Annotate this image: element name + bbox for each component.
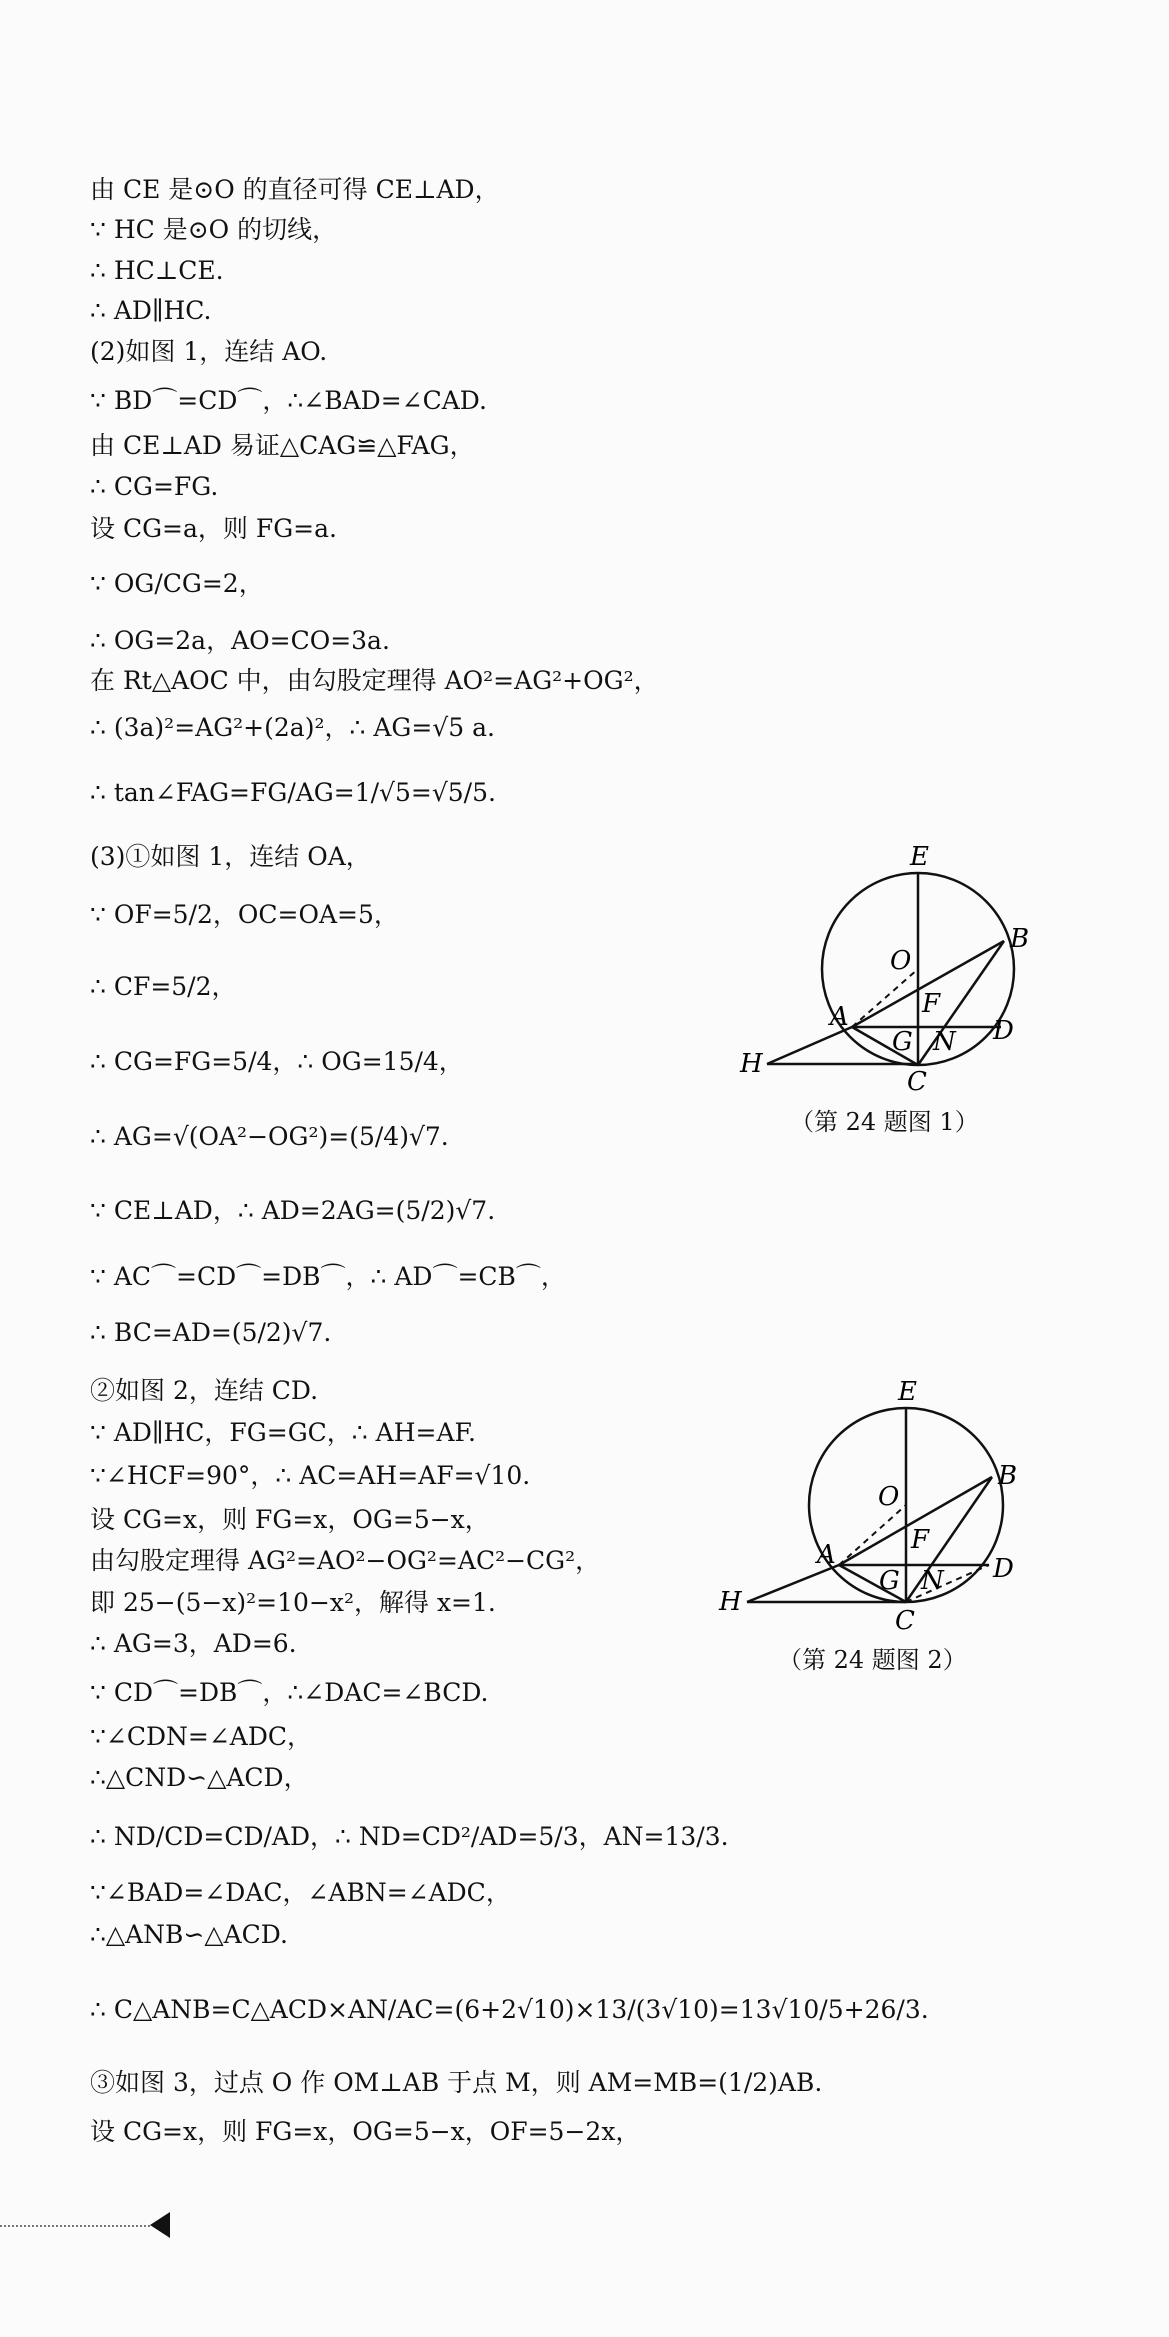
- point-label: D: [993, 1016, 1014, 1046]
- point-label: C: [907, 1067, 927, 1095]
- solution-line: ∴ OG=2a，AO=CO=3a.: [90, 626, 390, 655]
- point-label: O: [890, 946, 912, 976]
- point-label: B: [1010, 924, 1030, 954]
- figure-1-caption: （第 24 题图 1）: [790, 1108, 979, 1136]
- solution-line: ∴ HC⊥CE.: [90, 256, 224, 285]
- geometry-figure-2: [715, 1372, 1035, 1632]
- solution-line: ∴ C△ANB=C△ACD×AN/AC=(6+2√10)×13/(3√10)=13√10/5+26/3.: [90, 1995, 929, 2024]
- point-label: C: [895, 1606, 915, 1632]
- solution-line: ∵ OG/CG=2，: [90, 569, 264, 598]
- solution-line: ∴ AG=3，AD=6.: [90, 1629, 297, 1658]
- solution-line: ∵∠HCF=90°，∴ AC=AH=AF=√10.: [90, 1461, 531, 1490]
- point-label: F: [922, 989, 941, 1019]
- solution-line: ∵∠CDN=∠ADC，: [90, 1722, 313, 1751]
- point-label: N: [933, 1027, 956, 1057]
- solution-line: ∵ OF=5/2，OC=OA=5，: [90, 900, 399, 929]
- solution-line: ∵ HC 是⊙O 的切线，: [90, 215, 338, 244]
- solution-line: 设 CG=x，则 FG=x，OG=5−x，OF=5−2x，: [90, 2117, 641, 2146]
- solution-line: ∴△CND∽△ACD，: [90, 1763, 309, 1792]
- geometry-figure-1: [730, 835, 1050, 1095]
- solution-line: 设 CG=x，则 FG=x，OG=5−x，: [90, 1505, 490, 1534]
- solution-line: ∵ CD⌒=DB⌒，∴∠DAC=∠BCD.: [90, 1678, 489, 1707]
- solution-line: ∵ BD⌒=CD⌒，∴∠BAD=∠CAD.: [90, 386, 487, 415]
- page-footer-dotted-rule: [0, 2225, 150, 2227]
- solution-line: ∴ CG=FG=5/4，∴ OG=15/4，: [90, 1047, 464, 1076]
- solution-line: ∵ AD∥HC，FG=GC，∴ AH=AF.: [90, 1418, 476, 1447]
- solution-line: (2)如图 1，连结 AO.: [90, 337, 328, 366]
- page-turn-arrow-icon: [150, 2212, 170, 2238]
- solution-line: ∴ ND/CD=CD/AD，∴ ND=CD²/AD=5/3，AN=13/3.: [90, 1822, 729, 1851]
- solution-line: 由 CE⊥AD 易证△CAG≌△FAG，: [90, 431, 475, 460]
- point-label: G: [892, 1027, 913, 1057]
- point-label: N: [921, 1566, 944, 1596]
- solution-line: ∴ (3a)²=AG²+(2a)²，∴ AG=√5 a.: [90, 713, 495, 742]
- point-label: H: [740, 1049, 763, 1079]
- solution-line: 在 Rt△AOC 中，由勾股定理得 AO²=AG²+OG²，: [90, 666, 659, 695]
- solution-line: ∴ CG=FG.: [90, 472, 219, 501]
- solution-line: ②如图 2，连结 CD.: [90, 1376, 319, 1405]
- solution-line: ③如图 3，过点 O 作 OM⊥AB 于点 M，则 AM=MB=(1/2)AB.: [90, 2068, 823, 2097]
- point-label: B: [998, 1461, 1018, 1491]
- point-label: A: [817, 1540, 836, 1570]
- point-label: E: [898, 1377, 917, 1407]
- solution-line: ∵ AC⌒=CD⌒=DB⌒，∴ AD⌒=CB⌒，: [90, 1262, 566, 1291]
- point-label: O: [878, 1482, 900, 1512]
- solution-line: 即 25−(5−x)²=10−x²，解得 x=1.: [90, 1588, 496, 1617]
- solution-line: ∴ BC=AD=(5/2)√7.: [90, 1318, 332, 1347]
- solution-line: 由勾股定理得 AG²=AO²−OG²=AC²−CG²，: [90, 1546, 601, 1575]
- solution-line: ∴ AD∥HC.: [90, 296, 212, 325]
- point-label: D: [993, 1554, 1014, 1584]
- figure-2-caption: （第 24 题图 2）: [778, 1646, 967, 1674]
- point-label: G: [879, 1566, 900, 1596]
- solution-line: ∴△ANB∽△ACD.: [90, 1920, 288, 1949]
- solution-line: ∵ CE⊥AD，∴ AD=2AG=(5/2)√7.: [90, 1196, 496, 1225]
- solution-line: 由 CE 是⊙O 的直径可得 CE⊥AD，: [90, 175, 500, 204]
- solution-line: ∴ CF=5/2，: [90, 972, 237, 1001]
- point-label: A: [830, 1002, 849, 1032]
- solution-line: 设 CG=a，则 FG=a.: [90, 514, 337, 543]
- point-label: E: [910, 842, 929, 872]
- solution-line: ∴ AG=√(OA²−OG²)=(5/4)√7.: [90, 1122, 449, 1151]
- point-label: F: [911, 1525, 930, 1555]
- solution-line: (3)①如图 1，连结 OA，: [90, 842, 371, 871]
- solution-line: ∵∠BAD=∠DAC，∠ABN=∠ADC，: [90, 1878, 511, 1907]
- point-label: H: [719, 1587, 742, 1617]
- solution-line: ∴ tan∠FAG=FG/AG=1/√5=√5/5.: [90, 778, 496, 807]
